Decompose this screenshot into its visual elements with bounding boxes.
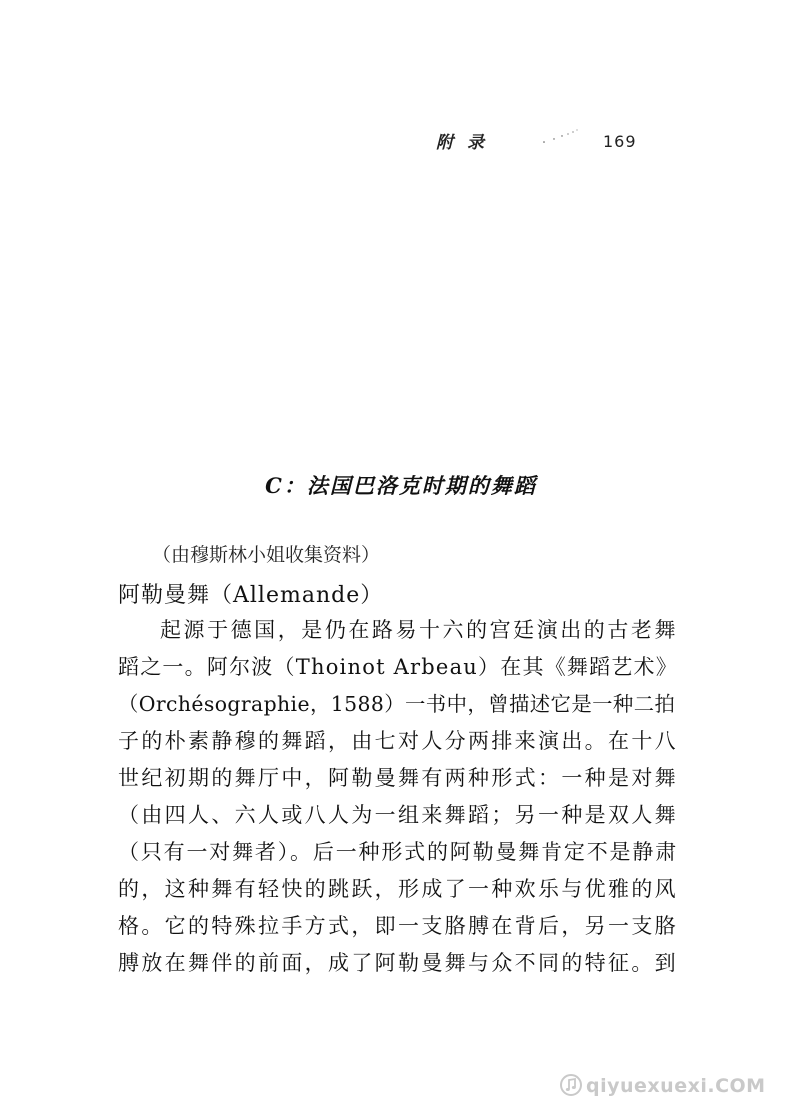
music-note-icon	[560, 1074, 582, 1096]
site-watermark	[560, 1074, 766, 1097]
body-line: 子的朴素静穆的舞蹈，由七对人分两排来演出。在十八	[118, 729, 678, 753]
watermark-text: qiyuexuexi.COM	[586, 1075, 766, 1097]
source-note: （由穆斯林小姐收集资料）	[152, 544, 381, 566]
body-line: 膊放在舞伴的前面，成了阿勒曼舞与众不同的特征。到	[118, 951, 678, 975]
body-line: 蹈之一。阿尔波（Thoinot Arbeau）在其《舞蹈艺术》	[118, 655, 678, 679]
body-line: 起源于德国，是仍在路易十六的宫廷演出的古老舞	[160, 618, 678, 642]
entry-heading: 阿勒曼舞（Allemande）	[118, 583, 384, 608]
print-speckle	[540, 128, 580, 144]
body-line: 的，这种舞有轻快的跳跃，形成了一种欢乐与优雅的风	[118, 877, 678, 901]
section-title: C：法国巴洛克时期的舞蹈	[265, 473, 537, 498]
body-text	[118, 612, 678, 982]
body-line: （Orchésographie，1588）一书中，曾描述它是一种二拍	[118, 692, 676, 716]
page-number: 169	[603, 132, 637, 151]
body-line: 格。它的特殊拉手方式，即一支胳膊在背后，另一支胳	[118, 914, 678, 938]
running-head: 附录	[436, 133, 498, 153]
body-line: （由四人、六人或八人为一组来舞蹈；另一种是双人舞	[118, 803, 678, 827]
body-line: 世纪初期的舞厅中，阿勒曼舞有两种形式：一种是对舞	[118, 766, 678, 790]
body-line: （只有一对舞者）。后一种形式的阿勒曼舞肯定不是静肃	[118, 840, 678, 864]
